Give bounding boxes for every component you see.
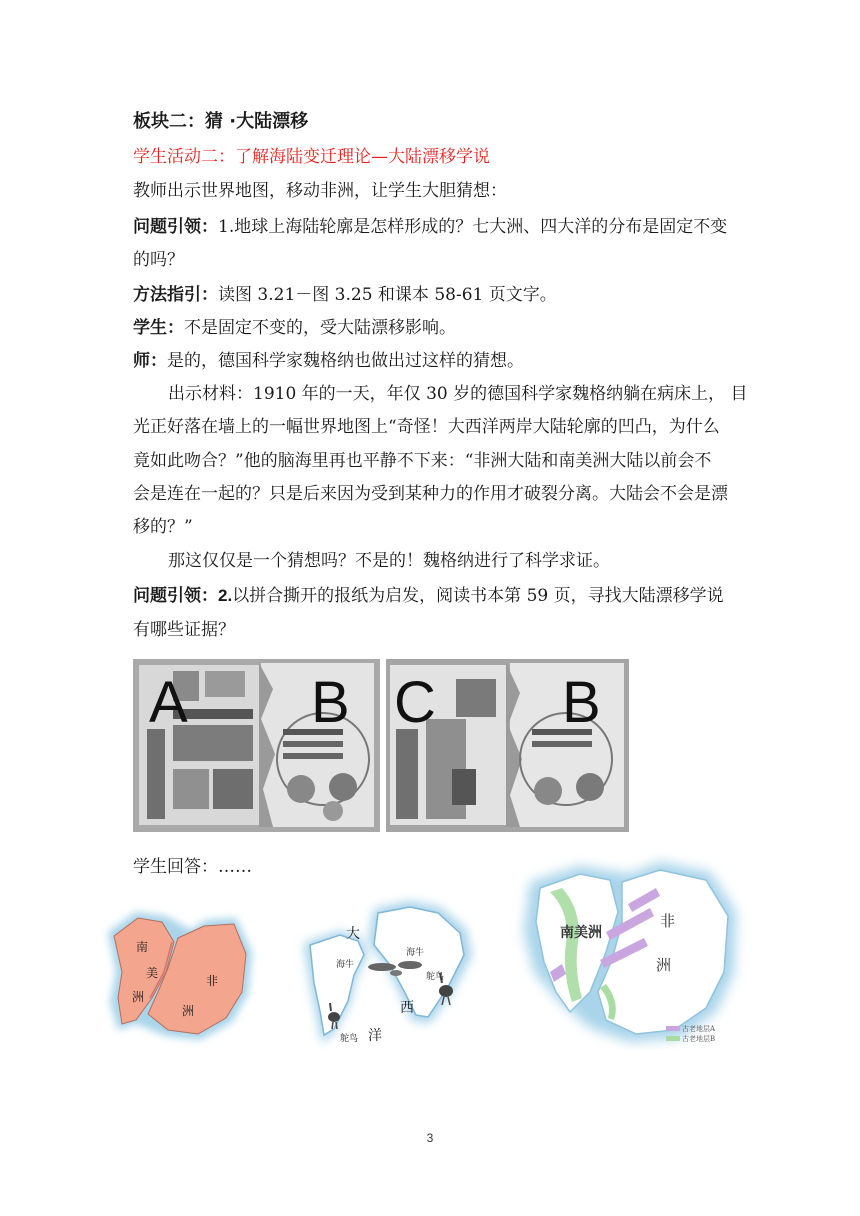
newspaper-photo-cb (386, 659, 629, 832)
map2-ostrich-label-1: 鸵鸟 (426, 972, 445, 982)
question-1-line-1 (133, 216, 727, 238)
question-2-line-1 (133, 585, 724, 607)
map2-manatee-label-2: 海牛 (336, 960, 355, 970)
map1-sa-char-1: 南 (136, 940, 149, 954)
method-text: 读图 3.21－图 3.25 和课本 58-61 页文字。 (218, 285, 557, 305)
map-ancient-strata (510, 852, 748, 1050)
teacher-line (133, 350, 524, 372)
student-line (133, 317, 456, 339)
student-answer: 学生回答：…… (133, 857, 252, 877)
map1-sa-label (136, 940, 148, 955)
map1-sa-char-3: 洲 (132, 990, 145, 1004)
continents-fit-illustration (96, 902, 258, 1052)
letter-a: A (149, 670, 188, 735)
activity-title: 学生活动二：了解海陆变迁理论—大陆漂移学说 (133, 147, 490, 167)
map2-ostrich-label-2: 鸵鸟 (340, 1034, 359, 1044)
method-label: 方法指引： (133, 285, 218, 304)
newspaper-photo-ab (133, 659, 380, 832)
map3-africa-char-1: 非 (660, 912, 676, 930)
map-atlantic-animals (290, 893, 480, 1053)
letter-c: C (394, 670, 436, 735)
question-2-number: 2. (218, 586, 233, 605)
map1-af-char-2: 洲 (182, 1004, 195, 1018)
intro-text: 教师出示世界地图，移动非洲，让学生大胆猜想： (133, 181, 507, 201)
question-1-label: 问题引领： (133, 217, 218, 236)
strata-map-illustration (510, 852, 748, 1050)
question-2-label: 问题引领： (133, 586, 218, 605)
teacher-label: 师： (133, 351, 167, 370)
map3-south-america-label: 南美洲 (560, 925, 602, 941)
student-label: 学生： (133, 318, 184, 337)
method-line (133, 284, 557, 306)
material-line-4: 会是连在一起的？只是后来因为受到某种力的作用才破裂分离。大陆会不会是漂 (133, 484, 728, 504)
atlantic-map-illustration (290, 893, 480, 1053)
page-number: 3 (426, 1131, 434, 1145)
teacher-text: 是的，德国科学家魏格纳也做出过这样的猜想。 (167, 351, 524, 371)
student-text: 不是固定不变的，受大陆漂移影响。 (184, 318, 456, 338)
section-title: 板块二：猜 ·大陆漂移 (133, 111, 309, 132)
map2-ocean-char-1: 大 (346, 926, 360, 942)
question-1-text: 1.地球上海陆轮廓是怎样形成的？七大洲、四大洋的分布是固定不变 (218, 217, 728, 237)
map3-legend-b: 古老地层B (682, 1035, 716, 1043)
map3-legend-a: 古老地层A (682, 1025, 716, 1033)
question-2-line-2: 有哪些证据？ (133, 620, 235, 640)
question-1-line-2: 的吗？ (133, 250, 184, 270)
material-line-3: 竟如此吻合？”他的脑海里再也平静不下来：“非洲大陆和南美洲大陆以前会不 (133, 451, 712, 471)
map2-ocean-char-3: 洋 (368, 1028, 382, 1044)
map2-ocean-char-2: 西 (400, 1000, 414, 1016)
letter-b-left: B (311, 670, 350, 735)
material-line-2: 光正好落在墙上的一幅世界地图上“奇怪！大西洋两岸大陆轮廓的凹凸，为什么 (133, 417, 720, 437)
question-2-text: 以拼合撕开的报纸为启发，阅读书本第 59 页，寻找大陆漂移学说 (232, 586, 724, 606)
material-line-5: 移的？” (133, 517, 193, 537)
map1-af-char-1: 非 (206, 974, 219, 988)
letter-b-right: B (562, 670, 601, 735)
map-fitted-continents (96, 902, 258, 1052)
material-line-1: 出示材料：1910 年的一天，年仅 30 岁的德国科学家魏格纳躺在病床上， 目 (168, 384, 748, 404)
map3-africa-char-2: 洲 (656, 956, 672, 974)
map2-manatee-label-1: 海牛 (406, 948, 425, 958)
conclusion-text: 那这仅仅是一个猜想吗？不是的！魏格纳进行了科学求证。 (168, 551, 610, 571)
map1-sa-char-2: 美 (146, 966, 159, 980)
